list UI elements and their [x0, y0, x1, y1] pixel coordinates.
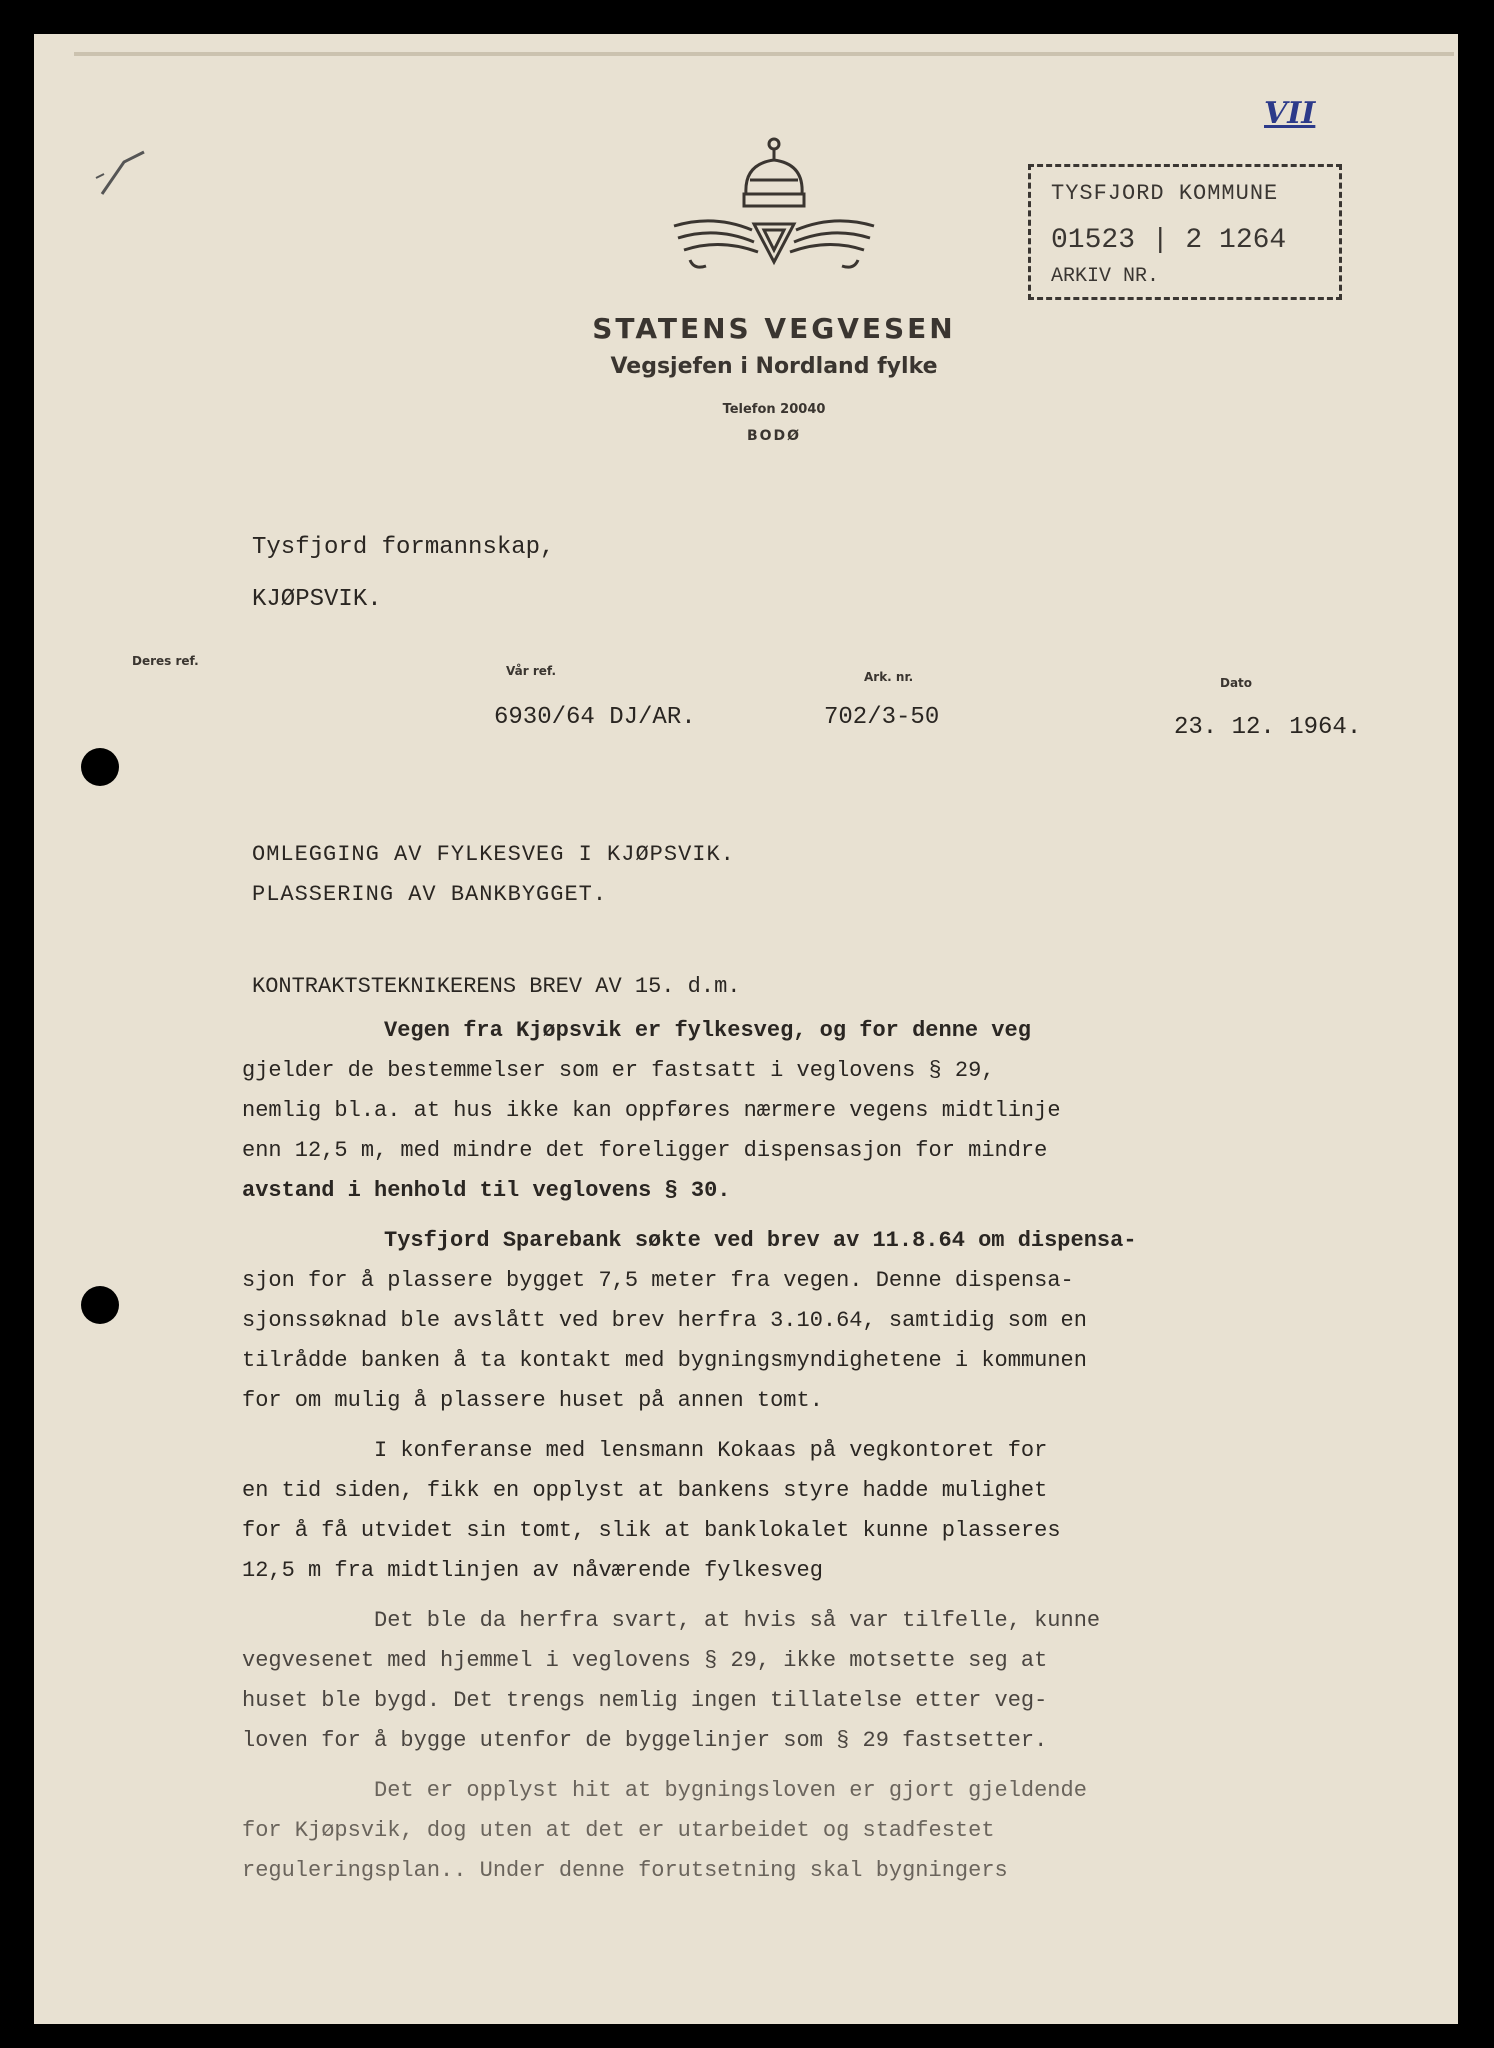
- paper-edge: [74, 52, 1454, 56]
- body-line: loven for å bygge utenfor de byggelinjer som § 29 fastsetter.: [242, 1728, 1048, 1753]
- stamp-municipality: TYSFJORD KOMMUNE: [1051, 181, 1279, 206]
- body-line: enn 12,5 m, med mindre det foreligger dispensasjon for mindre: [242, 1138, 1048, 1163]
- var-ref-label: Vår ref.: [506, 664, 557, 678]
- crown-emblem-icon: [654, 134, 894, 284]
- agency-city: BODØ: [746, 428, 802, 444]
- var-ref-value: 6930/64 DJ/AR.: [494, 704, 696, 731]
- body-line: for om mulig å plassere huset på annen tomt.: [242, 1388, 823, 1413]
- agency-subtitle: Vegsjefen i Nordland fylke: [610, 354, 938, 379]
- body-line: vegvesenet med hjemmel i veglovens § 29, ikke motsette seg at: [242, 1648, 1048, 1673]
- archive-stamp: [1028, 164, 1342, 300]
- archive-roman-numeral: VII: [1264, 96, 1316, 131]
- agency-title: STATENS VEGVESEN: [592, 312, 956, 345]
- body-line: I konferanse med lensmann Kokaas på vegkontoret for: [374, 1438, 1048, 1463]
- body-line: nemlig bl.a. at hus ikke kan oppføres nærmere vegens midtlinje: [242, 1098, 1061, 1123]
- body-line: for Kjøpsvik, dog uten at det er utarbeidet og stadfestet: [242, 1818, 995, 1843]
- punch-hole-upper: [81, 748, 119, 786]
- body-line: Tysfjord Sparebank søkte ved brev av 11.8.64 om dispensa-: [384, 1228, 1137, 1253]
- ark-nr-value: 702/3-50: [824, 704, 940, 731]
- body-line: 12,5 m fra midtlinjen av nåværende fylkesveg: [242, 1558, 823, 1583]
- subject-line-2: PLASSERING AV BANKBYGGET.: [252, 882, 608, 907]
- recipient-name: Tysfjord formannskap,: [252, 534, 555, 561]
- body-line: reguleringsplan.. Under denne forutsetning skal bygningers: [242, 1858, 1008, 1883]
- body-heading: KONTRAKTSTEKNIKERENS BREV AV 15. d.m.: [252, 974, 741, 999]
- body-line: tilrådde banken å ta kontakt med bygningsmyndighetene i kommunen: [242, 1348, 1087, 1373]
- punch-hole-lower: [81, 1286, 119, 1324]
- body-line: Det er opplyst hit at bygningsloven er gjort gjeldende: [374, 1778, 1087, 1803]
- body-line: huset ble bygd. Det trengs nemlig ingen tillatelse etter veg-: [242, 1688, 1048, 1713]
- body-line: for å få utvidet sin tomt, slik at banklokalet kunne plasseres: [242, 1518, 1061, 1543]
- recipient-place: KJØPSVIK.: [252, 586, 382, 613]
- stamp-number: 01523 | 2 1264: [1051, 225, 1287, 256]
- letter-page: [34, 34, 1458, 2024]
- body-line: sjonssøknad ble avslått ved brev herfra 3.10.64, samtidig som en: [242, 1308, 1087, 1333]
- handwritten-tick-mark: [94, 144, 154, 204]
- body-line: en tid siden, fikk en opplyst at bankens styre hadde mulighet: [242, 1478, 1048, 1503]
- body-line: avstand i henhold til veglovens § 30.: [242, 1178, 731, 1203]
- stamp-archive-label: ARKIV NR.: [1051, 265, 1160, 288]
- deres-ref-label: Deres ref.: [132, 654, 199, 668]
- ark-nr-label: Ark. nr.: [864, 670, 914, 684]
- agency-telephone: Telefon 20040: [722, 402, 826, 417]
- date-label: Dato: [1220, 676, 1253, 690]
- body-line: sjon for å plassere bygget 7,5 meter fra vegen. Denne dispensa-: [242, 1268, 1074, 1293]
- date-value: 23. 12. 1964.: [1174, 714, 1362, 741]
- body-line: Det ble da herfra svart, at hvis så var tilfelle, kunne: [374, 1608, 1101, 1633]
- body-line: gjelder de bestemmelser som er fastsatt i veglovens § 29,: [242, 1058, 995, 1083]
- body-line: Vegen fra Kjøpsvik er fylkesveg, og for denne veg: [384, 1018, 1031, 1043]
- subject-line-1: OMLEGGING AV FYLKESVEG I KJØPSVIK.: [252, 842, 735, 867]
